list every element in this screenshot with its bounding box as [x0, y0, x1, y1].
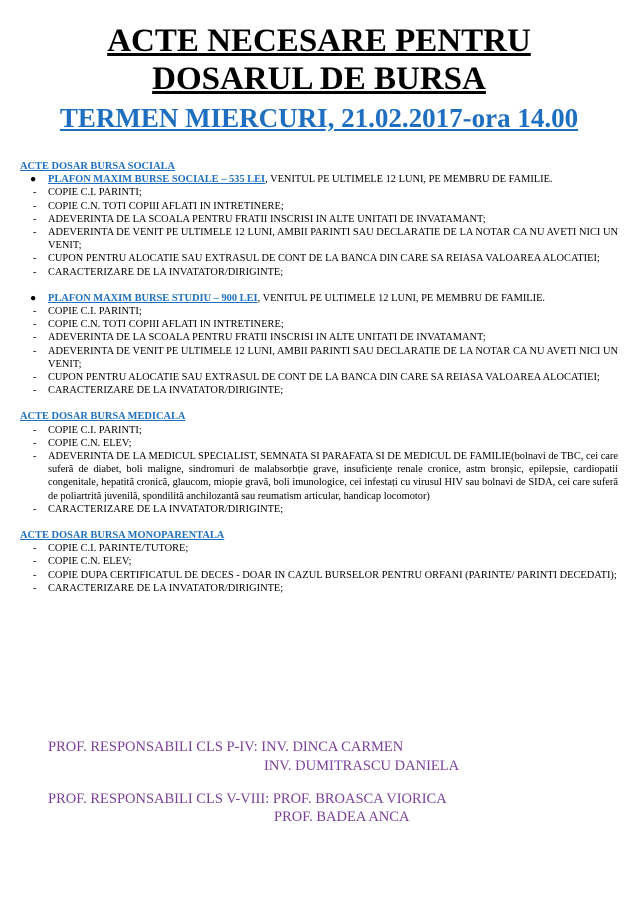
- list-item: - CARACTERIZARE DE LA INVATATOR/DIRIGINTE;: [33, 385, 284, 397]
- list-item: - COPIE C.I. PARINTE/TUTORE;: [33, 543, 189, 555]
- studiu-limit-highlight: PLAFON MAXIM BURSE STUDIU – 900 LEI: [48, 292, 258, 304]
- list-item: - ADEVERINTA DE VENIT PE ULTIMELE 12 LUNI, AMBII PARINTI SAU DECLARATIE DE LA NOTAR CA NU AVETI NICI UN VENIT;: [33, 345, 618, 370]
- list-item: - ADEVERINTA DE LA SCOALA PENTRU FRATII INSCRISI IN ALTE UNITATI DE INVATAMANT;: [33, 332, 486, 344]
- bullet-icon: ●: [30, 174, 37, 186]
- list-item: - CARACTERIZARE DE LA INVATATOR/DIRIGINTE;: [33, 503, 284, 515]
- list-item: - ADEVERINTA DE LA SCOALA PENTRU FRATII INSCRISI IN ALTE UNITATI DE INVATAMANT;: [33, 213, 486, 225]
- responsible-primary-second: INV. DUMITRASCU DANIELA: [264, 758, 460, 774]
- section-heading-social: ACTE DOSAR BURSA SOCIALA: [20, 161, 176, 172]
- bullet-icon: ●: [30, 292, 37, 304]
- list-item: - COPIE C.N. TOTI COPIII AFLATI IN INTRETINERE;: [33, 200, 284, 212]
- list-item: - COPIE C.I. PARINTI;: [33, 187, 142, 199]
- list-item: - CUPON PENTRU ALOCATIE SAU EXTRASUL DE CONT DE LA BANCA DIN CARE SA REIASA VALOAREA ALOCATIEI;: [33, 372, 600, 384]
- list-item: - COPIE C.I. PARINTI;: [33, 306, 142, 318]
- responsible-secondary-line: PROF. RESPONSABILI CLS V-VIII: PROF. BROASCA VIORICA: [48, 791, 447, 807]
- list-item: - COPIE C.N. ELEV;: [33, 437, 132, 449]
- list-item: - ADEVERINTA DE VENIT PE ULTIMELE 12 LUNI, AMBII PARINTI SAU DECLARATIE DE LA NOTAR CA NU AVETI NICI UN VENIT;: [33, 227, 618, 252]
- page-title-line-1: ACTE NECESARE PENTRU: [107, 23, 531, 59]
- page-title-line-2: DOSARUL DE BURSA: [152, 61, 486, 97]
- list-item: - COPIE C.I. PARINTI;: [33, 424, 142, 436]
- responsible-secondary-second: PROF. BADEA ANCA: [274, 809, 410, 825]
- responsible-primary-line: PROF. RESPONSABILI CLS P-IV: INV. DINCA CARMEN: [48, 739, 404, 755]
- list-item: - CARACTERIZARE DE LA INVATATOR/DIRIGINTE;: [33, 582, 284, 594]
- section-heading-monoparentala: ACTE DOSAR BURSA MONOPARENTALA: [20, 530, 225, 542]
- list-item: - ADEVERINTA DE LA MEDICUL SPECIALIST, SEMNATA SI PARAFATA SI DE MEDICUL DE FAMILIE(bolnavi de TBC, cei care suferă de diabet, boli maligne, sindromuri de malabsorbție grave, insuficiențe renale cronice, astm bronșic, epilepsie, cardiopatii congenitale, hepatită cronică, glaucom, miopie gravă, boli imunologice, cei infestați cu virusul HIV sau bolnavi de SIDA, cei care suferă de poliartrită juvenilă, spondilită anchilozantă sau reumatism articular, handicap locomotor): [33, 451, 618, 502]
- deadline-heading: TERMEN MIERCURI, 21.02.2017-ora 14.00: [59, 103, 579, 133]
- list-item: - CUPON PENTRU ALOCATIE SAU EXTRASUL DE CONT DE LA BANCA DIN CARE SA REIASA VALOAREA ALOCATIEI;: [33, 253, 600, 265]
- social-limit-highlight: PLAFON MAXIM BURSE SOCIALE – 535 LEI: [48, 174, 266, 186]
- list-item: - COPIE C.N. TOTI COPIII AFLATI IN INTRETINERE;: [33, 319, 284, 331]
- list-item: - COPIE C.N. ELEV;: [33, 556, 132, 568]
- requirements-content: [20, 160, 618, 595]
- studiu-limit-text: , VENITUL PE ULTIMELE 12 LUNI, PE MEMBRU DE FAMILIE.: [257, 292, 546, 304]
- studiu-income-limit: [20, 292, 618, 305]
- list-item: - CARACTERIZARE DE LA INVATATOR/DIRIGINTE;: [33, 266, 284, 278]
- section-heading-medicala: ACTE DOSAR BURSA MEDICALA: [20, 411, 186, 423]
- list-item: - COPIE DUPA CERTIFICATUL DE DECES - DOAR IN CAZUL BURSELOR PENTRU ORFANI (PARINTE/ PARINTI DECEDATI);: [33, 569, 617, 581]
- social-limit-text: , VENITUL PE ULTIMELE 12 LUNI, PE MEMBRU DE FAMILIE.: [265, 174, 553, 186]
- social-income-limit: [20, 173, 618, 186]
